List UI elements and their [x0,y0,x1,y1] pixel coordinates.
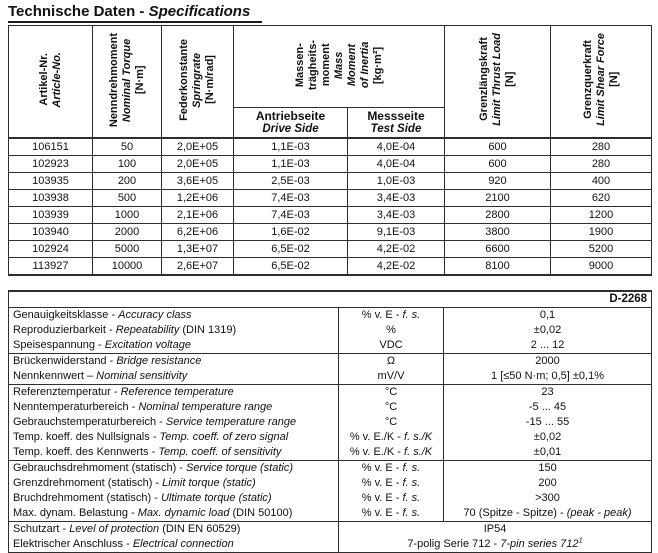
spec-table-cell: 1900 [551,223,652,240]
spec-table-cell: 280 [551,155,652,172]
col-header-limit-shear-force [551,26,652,138]
col-header-limit-thrust-load [445,26,551,138]
rotated-header-text [108,33,147,127]
parameter-label [9,476,339,491]
parameter-value [444,460,652,476]
parameter-unit [339,338,444,354]
text-part: ±0,02 [533,323,562,336]
text-part: Nominal sensitivity [96,369,188,382]
spec-table-cell: 9000 [551,257,652,275]
text-part: ±0,01 [533,445,562,458]
parameter-value [444,476,652,491]
text-part: Temp. koeff. des Kennwerts [13,445,149,458]
text-part: Electrical connection [132,537,234,550]
header-line: [N·m] [133,65,146,95]
parameter-value [444,369,652,385]
subheader-german: Antriebseite [255,108,326,123]
spec-table-cell: 103935 [9,172,93,189]
parameter-label [9,460,339,476]
text-part: °C [384,415,398,428]
header-line: Artikel-Nr. [37,53,50,107]
text-part: Repeatability [115,323,180,336]
parameter-unit [339,400,444,415]
detail-table-row [9,400,652,415]
col-header-nominal-torque [93,26,162,138]
text-part: 7-pin series 712 [500,537,579,550]
header-line: Mass [332,51,345,79]
parameter-label [9,537,339,553]
detail-table-row [9,338,652,354]
parameter-value [444,384,652,400]
rotated-header-text [478,33,517,126]
spec-table-cell: 103940 [9,223,93,240]
spec-table-row [9,189,652,206]
text-part: Gebrauchstemperaturbereich [13,415,157,428]
text-part: Max. dynam. Belastung [13,506,128,519]
text-part: - [59,522,70,535]
header-line: of Inertia [358,41,371,89]
page-title-english: Specifications [148,3,251,20]
spec-table-cell: 6,5E-02 [234,257,348,275]
rotated-header-text [38,52,64,108]
parameter-value [444,415,652,430]
text-part: Service temperature range [165,415,297,428]
spec-table-cell: 4,0E-04 [348,138,445,156]
spec-table-cell: 4,2E-02 [348,240,445,257]
spec-table-cell: 100 [93,155,162,172]
spec-table-cell: 113927 [9,257,93,275]
spec-table-cell: 500 [93,189,162,206]
spec-table-cell: 9,1E-03 [348,223,445,240]
parameter-label [9,307,339,323]
spec-table-cell: 1,1E-03 [234,138,348,156]
spec-table-cell: 1000 [93,206,162,223]
text-part: f. s. [402,491,421,504]
header-line: Nominal Torque [120,38,133,122]
text-part: 200 [538,476,557,489]
text-part: -15 ... 55 [525,415,570,428]
parameter-value [444,338,652,354]
text-part: ±0,02 [533,430,562,443]
text-part: Bruchdrehmoment (statisch) [13,491,152,504]
spec-table-cell: 1200 [551,206,652,223]
text-part: Elektrischer Anschluss [13,537,124,550]
doc-number-row [9,291,652,308]
text-part: Nominal temperature range [138,400,273,413]
page-title [8,3,262,23]
spec-table-cell: 4,0E-04 [348,155,445,172]
text-part: Temp. coeff. of sensitivity [158,445,282,458]
spec-table-cell: 200 [93,172,162,189]
header-line: Massen- [293,42,306,88]
text-part: Bridge resistance [116,354,202,367]
spec-table-cell: 3800 [445,223,551,240]
spec-table-cell: 3,6E+05 [162,172,234,189]
spec-table-cell: 1,0E-03 [348,172,445,189]
text-part: f. s./K [404,445,433,458]
spec-table-cell: 2,0E+05 [162,155,234,172]
header-line: moment [319,43,332,87]
detail-parameters-table [8,290,652,553]
text-part: VDC [379,338,403,351]
spec-table-cell: 6,5E-02 [234,240,348,257]
text-part: % [386,323,396,336]
text-part: Limit torque (static) [162,476,256,489]
text-part: Max. dynamic load [137,506,230,519]
parameter-label [9,415,339,430]
text-part: Genauigkeitsklasse [13,308,109,321]
text-part: Speisespannung [13,338,95,351]
header-line: Nenndrehmoment [107,32,120,127]
parameter-value [444,506,652,522]
subheader-german: Messseite [367,108,425,123]
detail-table-row [9,307,652,323]
rotated-header-text [178,39,217,121]
text-part: - [152,476,163,489]
text-part: 0,1 [539,308,556,321]
header-line: Grenzquerkraft [581,40,594,120]
spec-header-row [9,26,652,108]
text-part: - [94,338,105,351]
page-title-german: Technische Daten - [8,3,149,20]
text-part: Reproduzierbarkeit [13,323,106,336]
parameter-unit [339,323,444,338]
detail-table-row [9,491,652,506]
detail-table-row [9,415,652,430]
text-part: (peak - peak) [566,506,632,519]
text-part: % v. E - [361,476,403,489]
parameter-label [9,506,339,522]
header-line: trägheits- [306,39,319,91]
spec-table-cell: 3,4E-03 [348,206,445,223]
spec-table-cell: 4,2E-02 [348,257,445,275]
parameter-label [9,353,339,369]
header-line: [kg·m²] [371,46,384,84]
spec-table-row [9,223,652,240]
text-part: 23 [541,385,554,398]
spec-table-row [9,138,652,156]
header-line: [N] [504,72,516,88]
text-part: 7-polig Serie 712 - [407,537,501,550]
header-line: Limit Thrust Load [491,33,503,127]
header-line: Limit Shear Force [594,33,607,127]
spec-table-cell: 7,4E-03 [234,189,348,206]
header-line: [N·m/rad] [204,55,216,105]
text-part: 2000 [535,354,560,367]
spec-table-cell: 106151 [9,138,93,156]
parameter-unit [339,491,444,506]
col-header-mass-moment-of-inertia [234,26,445,108]
header-line: Article-No. [50,51,63,108]
text-part: >300 [535,491,560,504]
text-part: - [128,400,139,413]
text-part: mV/V [377,369,405,382]
text-part: Ω [386,354,396,367]
header-line: [N] [607,72,620,88]
header-line: Springrate [191,52,203,108]
detail-table-row [9,476,652,491]
text-part: - [151,491,161,504]
parameter-label [9,430,339,445]
spec-table-cell: 2,5E-03 [234,172,348,189]
spec-table-cell: 1,3E+07 [162,240,234,257]
spec-table-cell: 5200 [551,240,652,257]
text-part: (DIN EN 60529) [159,522,241,535]
spec-table-row [9,172,652,189]
spec-table-cell: 1,1E-03 [234,155,348,172]
specifications-table [8,25,652,276]
text-part: 1 [≤50 N·m; 0,5] ±0,1% [491,369,604,382]
spec-table-cell: 103938 [9,189,93,206]
parameter-value [444,400,652,415]
text-part: Grenzdrehmoment (statisch) [13,476,153,489]
text-part: Nennkennwert [13,369,84,382]
text-part: % v. E - [361,491,403,504]
spec-table-cell: 2,0E+05 [162,138,234,156]
detail-table-row [9,506,652,522]
detail-table-row [9,460,652,476]
parameter-unit [339,384,444,400]
text-part: - [123,537,133,550]
text-part: Excitation voltage [104,338,191,351]
text-part: % v. E./K - [349,445,405,458]
col-header-article-no [9,26,93,138]
spec-table-cell: 3,4E-03 [348,189,445,206]
text-part: % v. E - [361,308,403,321]
spec-table-cell: 50 [93,138,162,156]
parameter-label [9,384,339,400]
subheader-english: Test Side [370,122,422,135]
spec-table-cell: 620 [551,189,652,206]
text-part: - [176,461,187,474]
spec-table-cell: 6,2E+06 [162,223,234,240]
spec-table-cell: 2800 [445,206,551,223]
spec-table-row [9,155,652,172]
text-part: Accuracy class [118,308,192,321]
header-line: Moment [345,43,358,87]
parameter-label [9,400,339,415]
parameter-value [444,445,652,461]
subcol-header-drive-side [234,108,348,138]
spec-table-cell: 920 [445,172,551,189]
text-part: Schutzart [13,522,60,535]
text-part: Reference temperature [120,385,234,398]
spec-table-cell: 400 [551,172,652,189]
text-part: - [108,308,119,321]
parameter-value [444,353,652,369]
text-part: °C [384,400,398,413]
text-part: IP54 [483,522,507,535]
text-part: Brückenwiderstand [13,354,107,367]
spec-table-row [9,206,652,223]
parameter-label [9,445,339,461]
text-part: f. s. [402,476,421,489]
parameter-value [339,537,652,553]
text-part: Temp. coeff. of zero signal [159,430,289,443]
text-part: - [106,354,117,367]
rotated-header-text [294,40,385,90]
text-part: Referenztemperatur [13,385,111,398]
parameter-value [444,491,652,506]
subcol-header-test-side [348,108,445,138]
text-part: - [110,385,121,398]
parameter-unit [339,369,444,385]
parameter-value [339,521,652,537]
detail-table-row [9,353,652,369]
parameter-unit [339,307,444,323]
text-part: -5 ... 45 [528,400,567,413]
text-part: (DIN 1319) [179,323,237,336]
text-part: Temp. koeff. des Nullsignals [13,430,150,443]
parameter-value [444,430,652,445]
detail-table-body [9,291,652,553]
text-part: Level of protection [69,522,160,535]
text-part: (DIN 50100) [229,506,293,519]
parameter-label [9,338,339,354]
spec-table-cell: 102924 [9,240,93,257]
text-part: % v. E./K - [349,430,405,443]
text-part: Nenntemperaturbereich [13,400,129,413]
parameter-unit [339,476,444,491]
spec-table-cell: 1,2E+06 [162,189,234,206]
text-part: 2 ... 12 [530,338,565,351]
parameter-label [9,369,339,385]
spec-table-cell: 6600 [445,240,551,257]
header-line: Federkonstante [178,38,190,121]
text-part: - [148,445,159,458]
col-header-springrate [162,26,234,138]
text-part: 1 [578,535,583,545]
spec-table-cell: 280 [551,138,652,156]
parameter-unit [339,415,444,430]
header-line: Grenzlängskraft [478,37,490,122]
text-part: 150 [538,461,557,474]
text-part: °C [384,385,398,398]
detail-table-row [9,384,652,400]
spec-table-cell: 5000 [93,240,162,257]
text-part: 70 (Spitze - Spitze) - [463,506,567,519]
detail-table-row [9,445,652,461]
spec-table-cell: 2000 [93,223,162,240]
parameter-unit [339,430,444,445]
parameter-label [9,521,339,537]
spec-table-cell: 2100 [445,189,551,206]
text-part: – [83,369,97,382]
text-part: - [127,506,138,519]
text-part: % v. E - [361,506,403,519]
footnote-marker [579,535,583,544]
spec-table-cell: 103939 [9,206,93,223]
spec-table-row [9,240,652,257]
spec-table-cell: 8100 [445,257,551,275]
parameter-value [444,323,652,338]
spec-table-cell: 600 [445,138,551,156]
spec-table-cell: 10000 [93,257,162,275]
spec-table-body [9,138,652,275]
text-part: Service torque (static) [186,461,293,474]
spec-table-cell: 7,4E-03 [234,206,348,223]
subheader-english: Drive Side [262,122,319,135]
parameter-unit [339,506,444,522]
spec-table-cell: 600 [445,155,551,172]
spec-table-cell: 1,6E-02 [234,223,348,240]
detail-table-row [9,323,652,338]
text-part: f. s. [402,506,421,519]
detail-table-row [9,537,652,553]
text-part: - [105,323,116,336]
spec-table-cell: 2,1E+06 [162,206,234,223]
spec-table-cell: 102923 [9,155,93,172]
doc-number: D-2268 [9,291,652,308]
text-part: - [149,430,160,443]
parameter-label [9,491,339,506]
spec-table-row [9,257,652,275]
detail-table-row [9,369,652,385]
text-part: f. s. [402,461,421,474]
text-part: Gebrauchsdrehmoment (statisch) [13,461,177,474]
parameter-value [444,307,652,323]
text-part: Ultimate torque (static) [160,491,272,504]
spec-table-cell: 2,6E+07 [162,257,234,275]
rotated-header-text [582,33,621,126]
detail-table-row [9,430,652,445]
parameter-label [9,323,339,338]
text-part: % v. E - [361,461,403,474]
parameter-unit [339,445,444,461]
detail-table-row [9,521,652,537]
text-part: - [156,415,166,428]
text-part: f. s. [402,308,421,321]
text-part: f. s./K [404,430,433,443]
parameter-unit [339,460,444,476]
parameter-unit [339,353,444,369]
